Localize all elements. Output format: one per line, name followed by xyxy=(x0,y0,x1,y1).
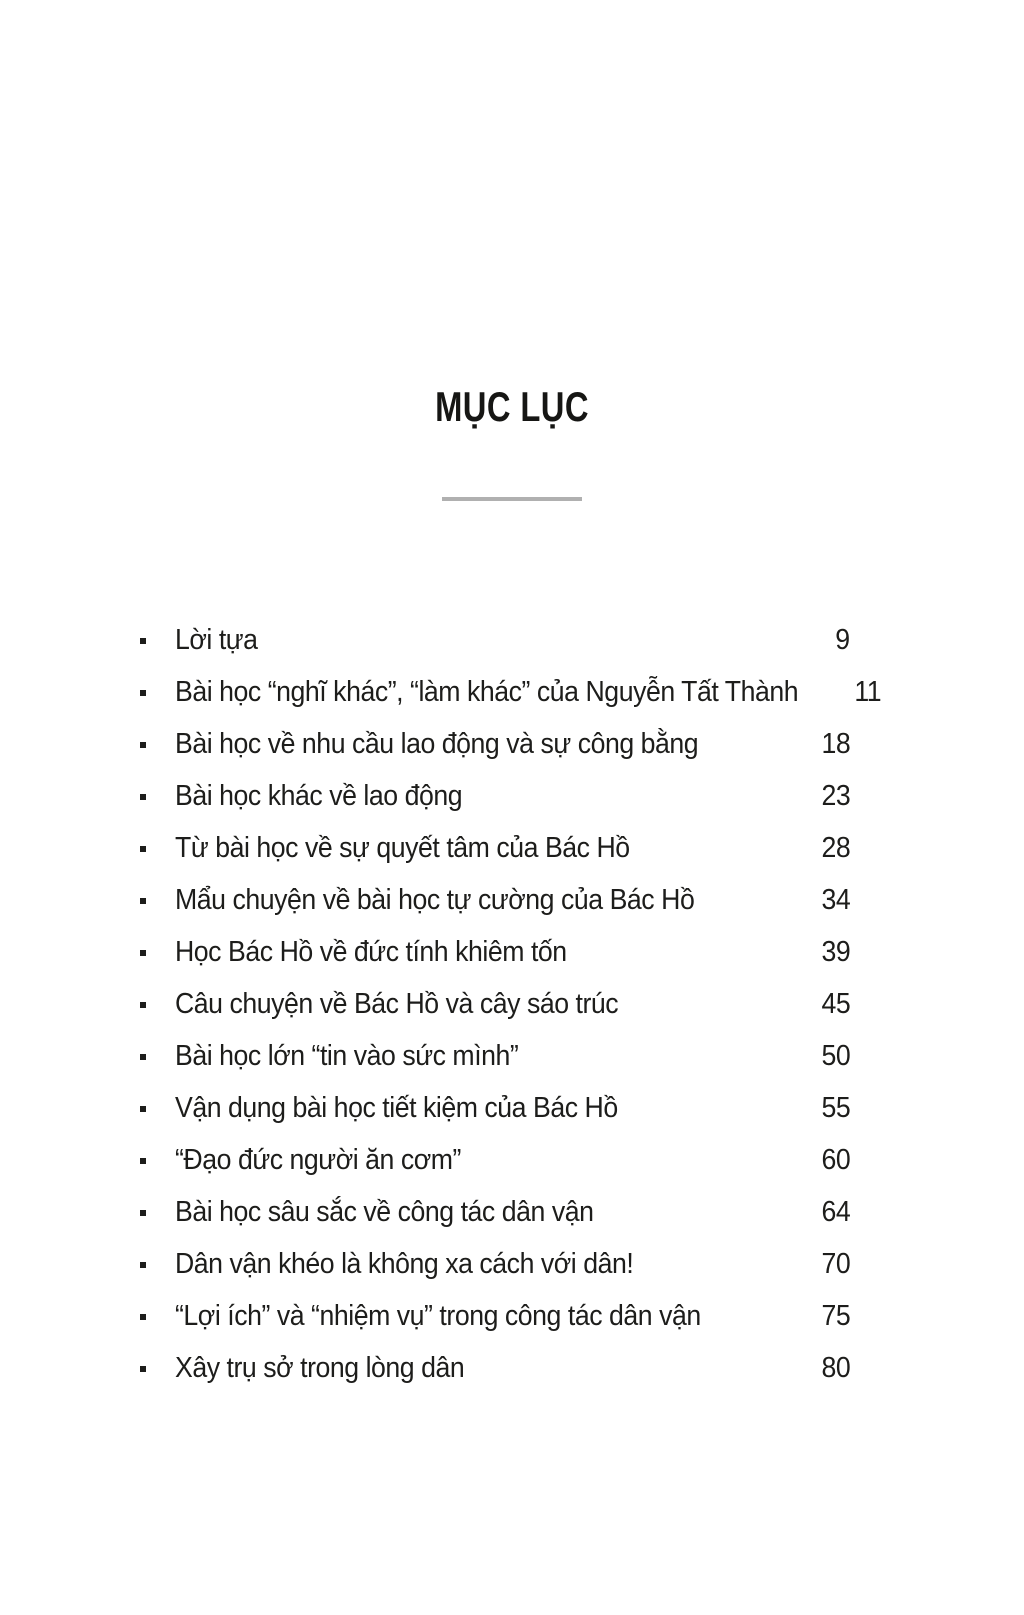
toc-entry-page-number: 18 xyxy=(821,727,850,760)
bullet-icon xyxy=(140,1158,146,1164)
bullet-icon xyxy=(140,1210,146,1216)
toc-entry xyxy=(140,1342,850,1394)
toc-entry-title: Mẩu chuyện về bài học tự cường của Bác Hồ xyxy=(175,883,695,916)
bullet-icon xyxy=(140,1314,146,1320)
toc-entry xyxy=(140,822,850,874)
bullet-icon xyxy=(140,1002,146,1008)
toc-entry-page-number: 55 xyxy=(821,1091,850,1124)
toc-entry xyxy=(140,926,850,978)
toc-entry xyxy=(140,770,850,822)
toc-entry-page-number: 28 xyxy=(821,831,850,864)
toc-entry-page-number: 34 xyxy=(821,883,850,916)
bullet-icon xyxy=(140,1054,146,1060)
toc-entry-page-number: 23 xyxy=(821,779,850,812)
toc-entry-title: Câu chuyện về Bác Hồ và cây sáo trúc xyxy=(175,987,619,1020)
toc-entry xyxy=(140,978,850,1030)
bullet-icon xyxy=(140,1262,146,1268)
bullet-icon xyxy=(140,898,146,904)
toc-entry xyxy=(140,1082,850,1134)
toc-entry-title: Bài học sâu sắc về công tác dân vận xyxy=(175,1195,594,1228)
toc-entry-page-number: 64 xyxy=(821,1195,850,1228)
toc-entry-title: Dân vận khéo là không xa cách với dân! xyxy=(175,1247,634,1280)
bullet-icon xyxy=(140,1366,146,1372)
toc-entry-page-number: 75 xyxy=(821,1299,850,1332)
toc-entry xyxy=(140,874,850,926)
bullet-icon xyxy=(140,690,146,696)
toc-entry-title: Xây trụ sở trong lòng dân xyxy=(175,1351,465,1384)
toc-entry-title: Lời tựa xyxy=(175,623,258,656)
toc-entry-title: Bài học về nhu cầu lao động và sự công bằng xyxy=(175,727,699,760)
toc-entry-title: Bài học lớn “tin vào sức mình” xyxy=(175,1039,519,1072)
toc-entry xyxy=(140,614,850,666)
toc-entry-page-number: 60 xyxy=(821,1143,850,1176)
bullet-icon xyxy=(140,638,146,644)
bullet-icon xyxy=(140,794,146,800)
toc-entry xyxy=(140,666,882,718)
toc-entry xyxy=(140,1290,850,1342)
toc-entry xyxy=(140,1030,850,1082)
bullet-icon xyxy=(140,846,146,852)
toc-list xyxy=(140,614,882,1394)
toc-entry-title: Vận dụng bài học tiết kiệm của Bác Hồ xyxy=(175,1091,618,1124)
bullet-icon xyxy=(140,950,146,956)
toc-entry-page-number: 80 xyxy=(821,1351,850,1384)
toc-entry-page-number: 9 xyxy=(835,623,850,656)
toc-entry-page-number: 11 xyxy=(854,675,882,708)
toc-entry-title: “Lợi ích” và “nhiệm vụ” trong công tác dân vận xyxy=(175,1299,701,1332)
toc-entry-title: “Đạo đức người ăn cơm” xyxy=(175,1143,461,1176)
page-title: MỤC LỤC xyxy=(435,383,589,430)
toc-entry-page-number: 39 xyxy=(821,935,850,968)
bullet-icon xyxy=(140,1106,146,1112)
toc-entry-title: Bài học “nghĩ khác”, “làm khác” của Nguyễn Tất Thành xyxy=(175,675,799,708)
title-divider xyxy=(442,497,582,501)
toc-entry xyxy=(140,1186,850,1238)
toc-entry xyxy=(140,718,850,770)
toc-entry-page-number: 45 xyxy=(821,987,850,1020)
toc-entry-page-number: 50 xyxy=(821,1039,850,1072)
toc-entry-title: Bài học khác về lao động xyxy=(175,779,463,812)
bullet-icon xyxy=(140,742,146,748)
toc-entry-page-number: 70 xyxy=(821,1247,850,1280)
toc-entry-title: Từ bài học về sự quyết tâm của Bác Hồ xyxy=(175,831,630,864)
toc-entry xyxy=(140,1134,850,1186)
toc-entry-title: Học Bác Hồ về đức tính khiêm tốn xyxy=(175,935,567,968)
toc-entry xyxy=(140,1238,850,1290)
